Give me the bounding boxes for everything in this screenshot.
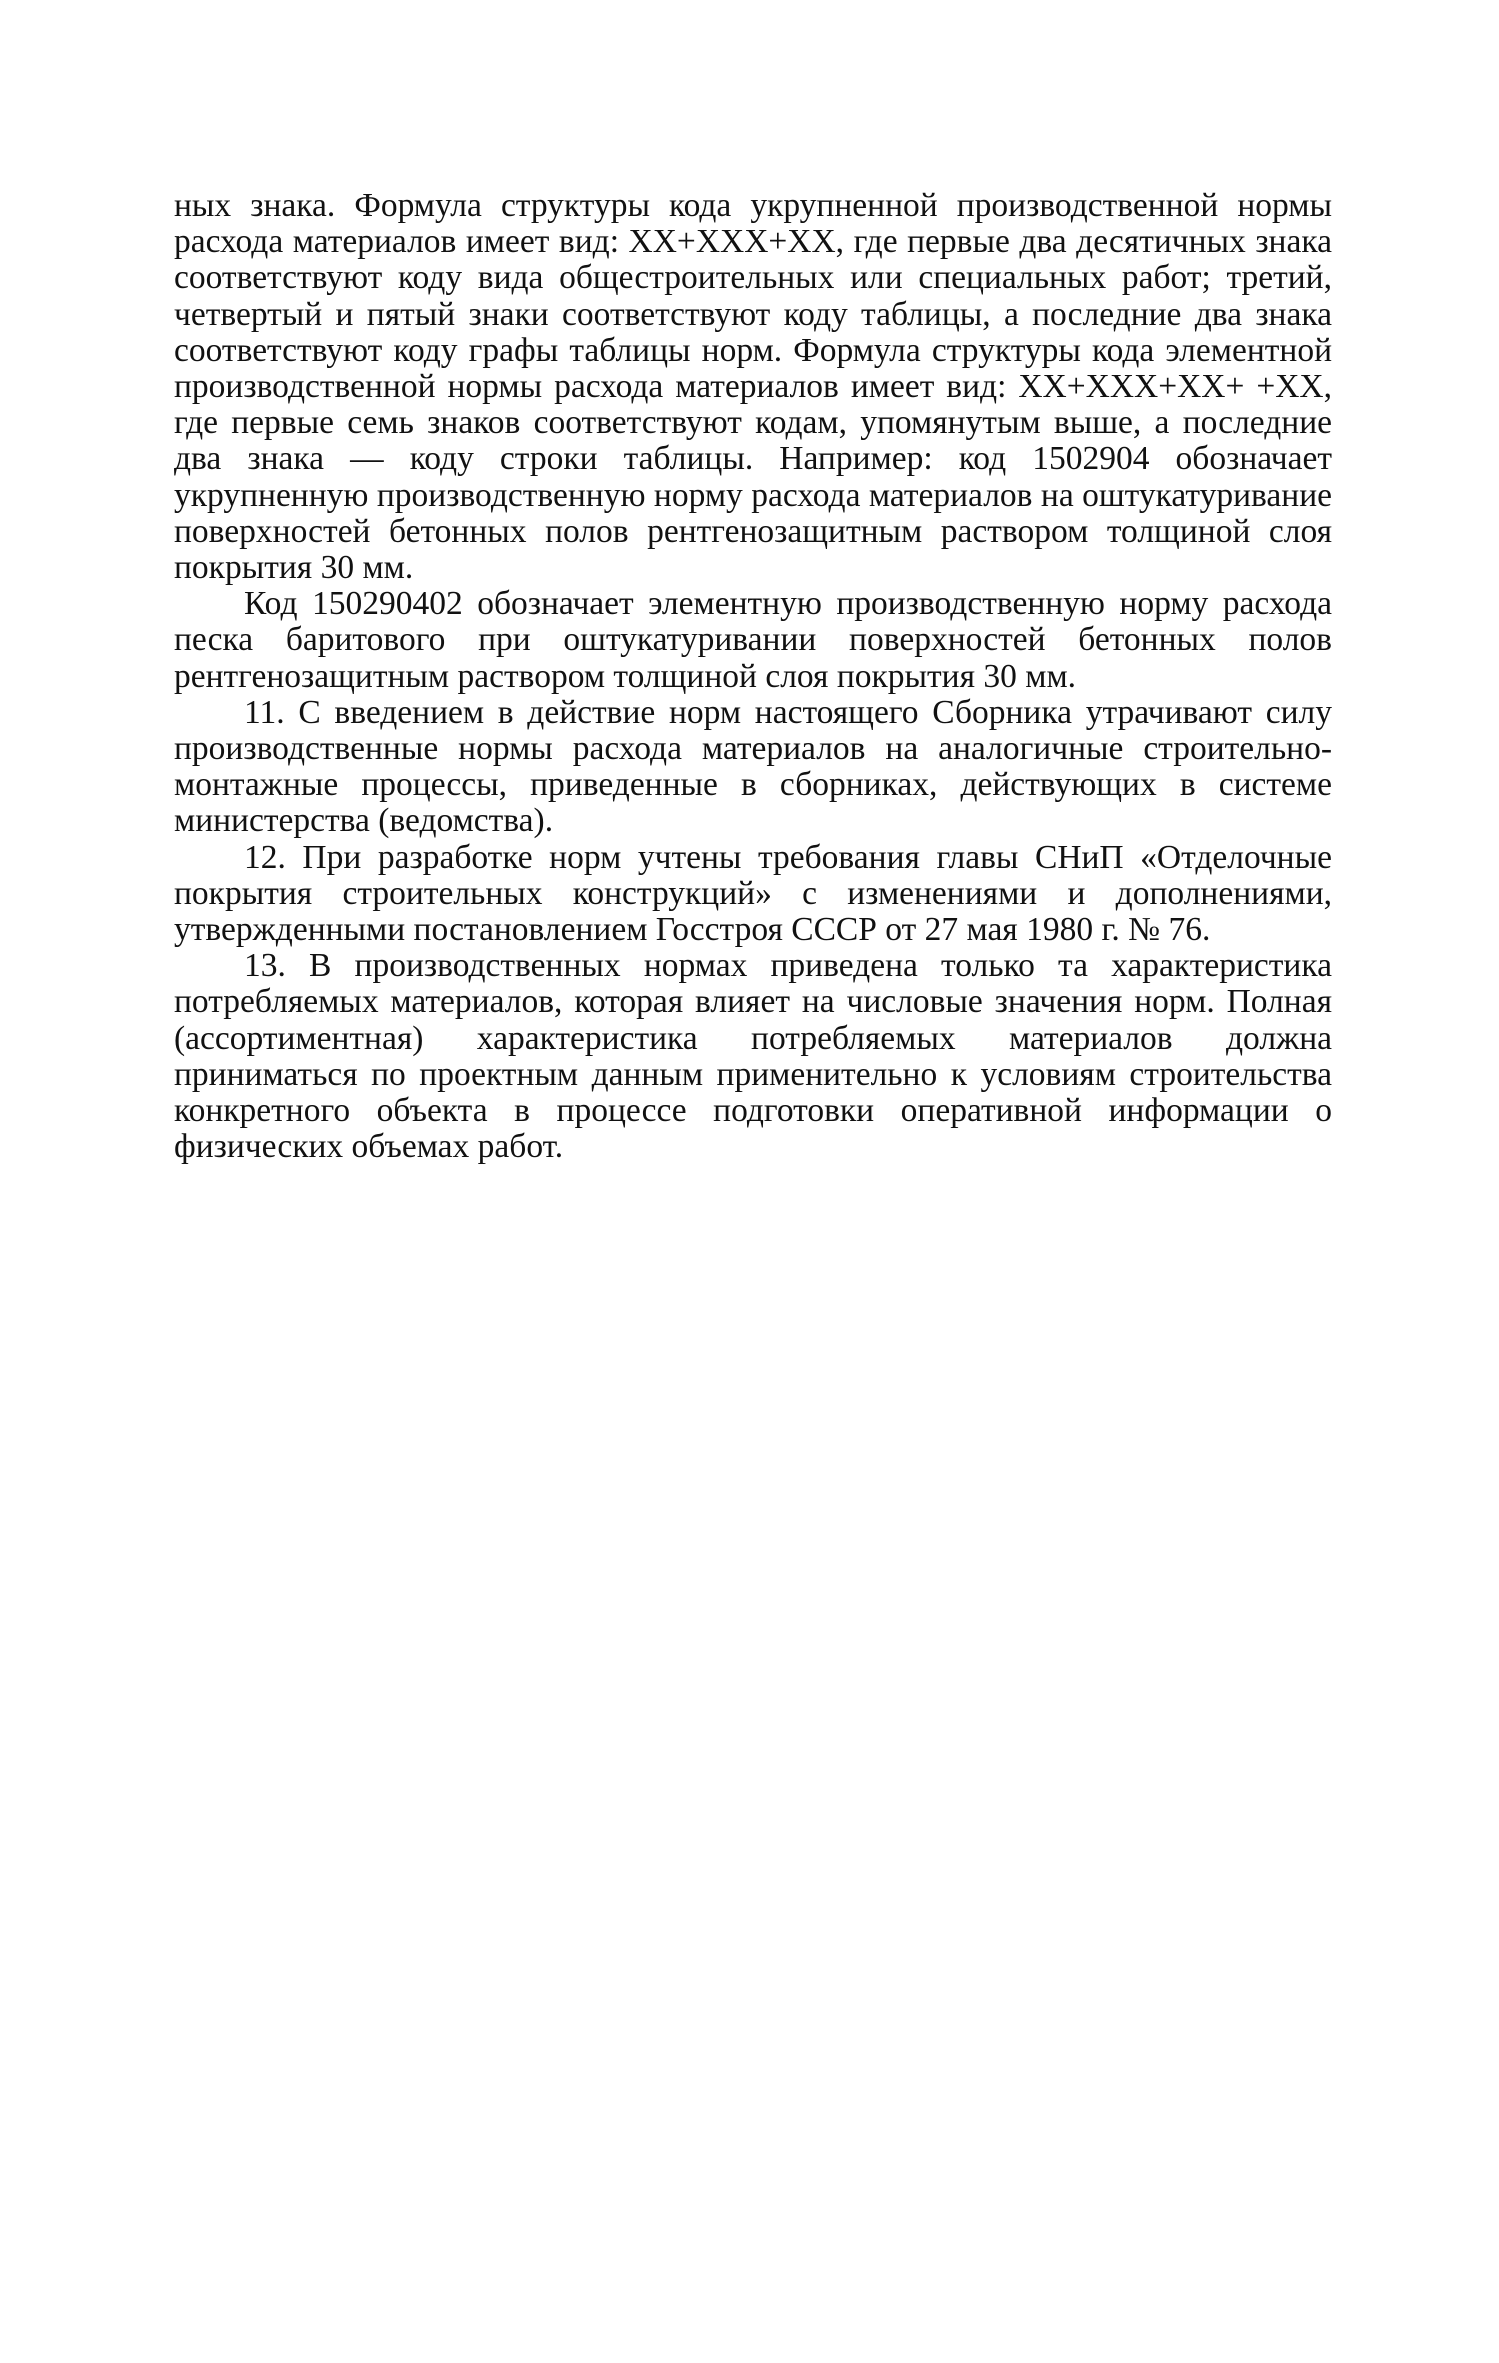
paragraph-continuation: ных знака. Формула структуры кода укрупненной производственной нормы расхода материалов имеет вид: ХХ+ХХХ+ХХ, где первые два десятичных знака соответствуют коду вида общестроительных или специальных работ; третий, четвертый и пятый знаки соответствуют коду таблицы, а последние два знака соответствуют коду графы таблицы норм. Формула структуры кода элементной производственной нормы расхода материалов имеет вид: ХХ+ХХХ+ХХ+ +ХХ, где первые семь знаков соответствуют кодам, упомянутым выше, а последние два знака — коду строки таблицы. Например: код 1502904 обозначает укрупненную производственную норму расхода материалов на оштукатуривание поверхностей бетонных полов рентгенозащитным раствором толщиной слоя покрытия 30 мм. (174, 187, 1332, 587)
paragraph-item-11: 11. С введением в действие норм настоящего Сборника утрачивают силу производственные нормы расхода материалов на аналогичные строительно-монтажные процессы, приведенные в сборниках, действующих в системе министерства (ведомства). (174, 693, 1332, 840)
body-text (174, 188, 1332, 1165)
paragraph-code-example: Код 150290402 обозначает элементную производственную норму расхода песка баритового при оштукатуривании поверхностей бетонных полов рентгенозащитным раствором толщиной слоя покрытия 30 мм. (174, 585, 1332, 695)
paragraph-item-12: 12. При разработке норм учтены требования главы СНиП «Отделочные покрытия строительных конструкций» с изменениями и дополнениями, утвержденными постановлением Госстроя СССР от 27 мая 1980 г. № 76. (174, 838, 1332, 949)
paragraph-item-13: 13. В производственных нормах приведена только та характеристика потребляемых материалов, которая влияет на числовые значения норм. Полная (ассортиментная) характеристика потребляемых материалов должна приниматься по проектным данным применительно к условиям строительства конкретного объекта в процессе подготовки оперативной информации о физических объемах работ. (174, 947, 1332, 1166)
